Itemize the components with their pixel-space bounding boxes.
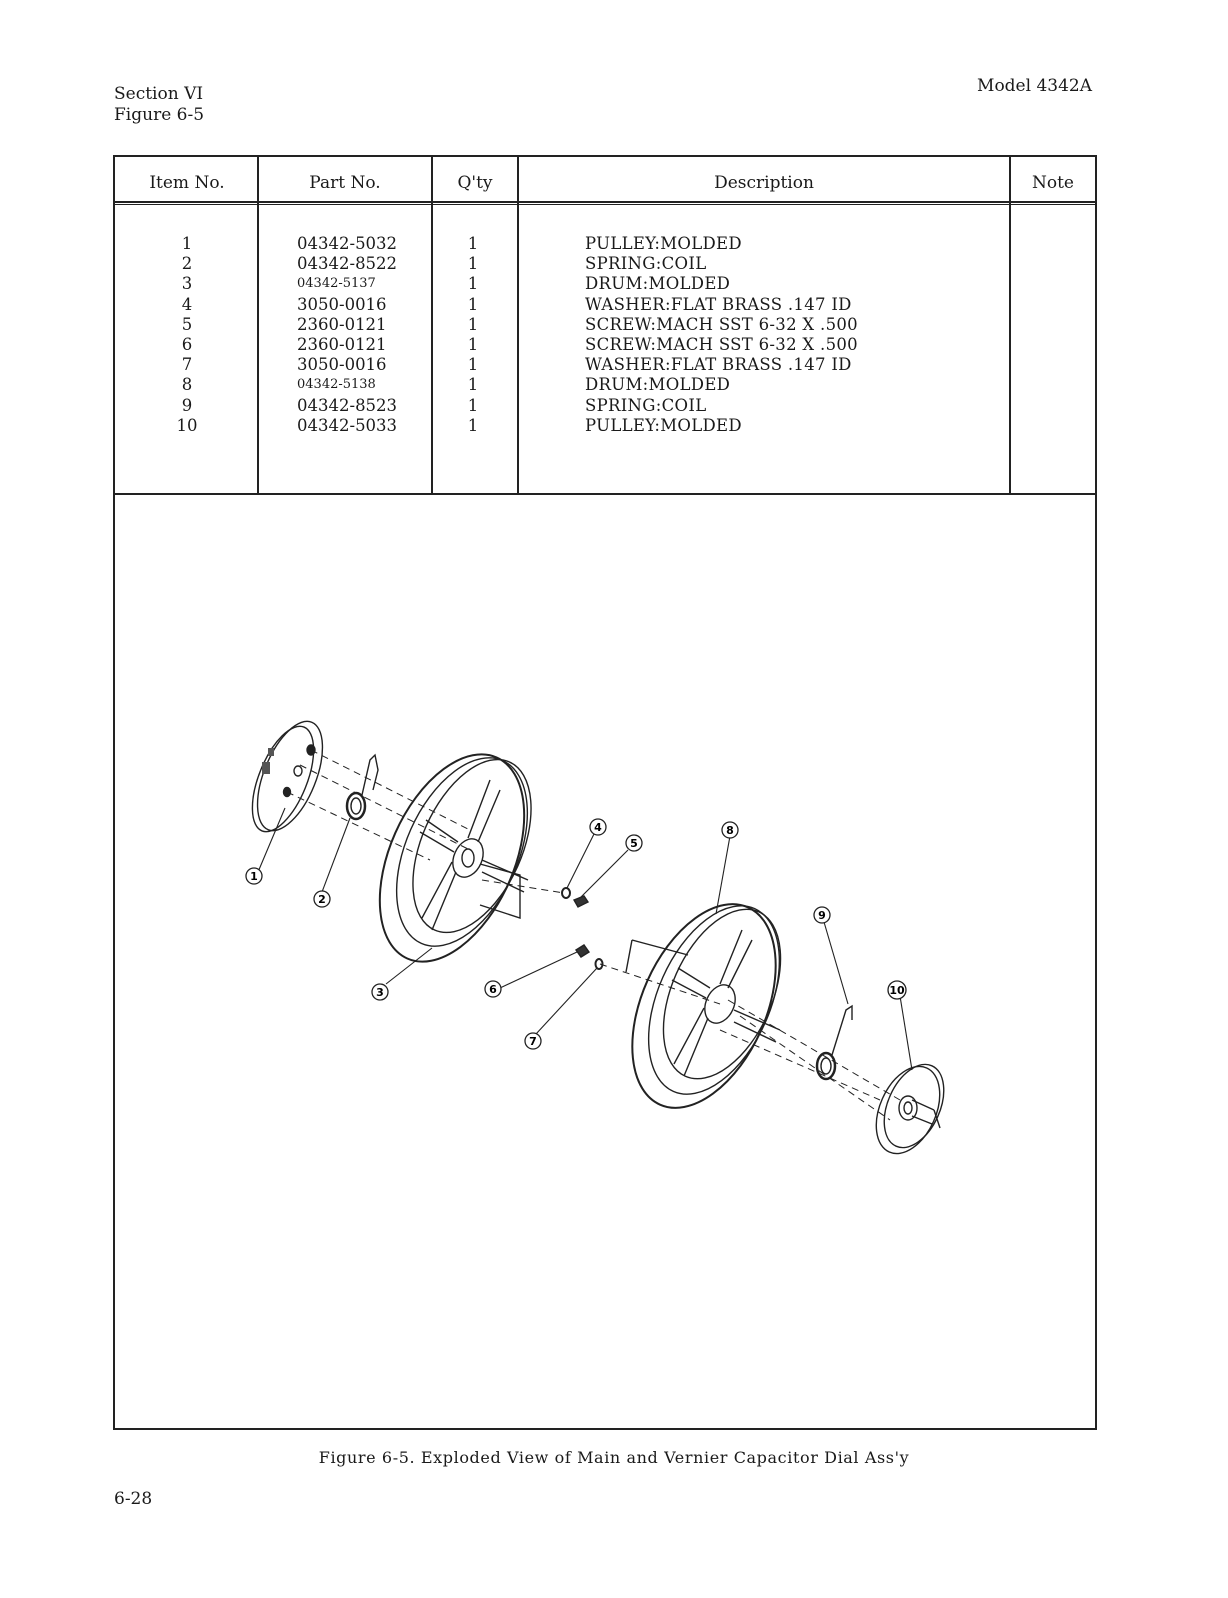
table-cell: 1 [467, 294, 479, 314]
table-cell: 04342-8522 [297, 254, 398, 274]
svg-text:8: 8 [726, 824, 734, 837]
callout-8 [722, 822, 738, 838]
table-cell: 1 [467, 395, 479, 415]
callout-1 [246, 868, 262, 884]
table-cell: 1 [467, 334, 479, 354]
callout-5 [626, 835, 642, 851]
table-cell: 1 [467, 234, 479, 253]
table-cell: 1 [181, 234, 193, 253]
callout-9 [814, 907, 830, 923]
svg-text:4: 4 [594, 821, 602, 834]
table-cell: 1 [467, 355, 479, 375]
section-label: Section VI [114, 84, 204, 104]
table-cell: 04342-5033 [297, 415, 398, 435]
figure-caption: Figure 6-5. Exploded View of Main and Vernier Capacitor Dial Ass'y [318, 1448, 910, 1467]
svg-text:1: 1 [250, 870, 258, 883]
table-cell: 1 [467, 375, 479, 395]
table-cell: 9 [181, 395, 193, 415]
col-header-qty: Q'ty [457, 173, 493, 193]
table-cell: 1 [467, 314, 479, 334]
table-cell: SCREW:MACH SST 6-32 X .500 [585, 334, 858, 354]
table-cell: 04342-5138 [297, 377, 376, 393]
table-cell: 3050-0016 [297, 294, 387, 314]
table-cell: WASHER:FLAT BRASS .147 ID [585, 294, 852, 314]
table-cell: WASHER:FLAT BRASS .147 ID [585, 355, 852, 375]
table-cell: SPRING:COIL [585, 254, 707, 274]
svg-text:10: 10 [889, 984, 905, 997]
table-cell: 1 [467, 274, 479, 294]
svg-text:7: 7 [529, 1035, 537, 1048]
svg-text:3: 3 [376, 986, 384, 999]
callout-10 [888, 981, 906, 999]
svg-text:6: 6 [489, 983, 497, 996]
callout-4 [590, 819, 606, 835]
svg-text:9: 9 [818, 909, 826, 922]
table-cell: 10 [176, 415, 198, 435]
table-cell: 1 [467, 415, 479, 435]
svg-text:2: 2 [318, 893, 326, 906]
table-cell: 04342-5137 [297, 276, 376, 292]
table-cell: PULLEY:MOLDED [585, 415, 742, 435]
callout-2 [314, 891, 330, 907]
col-header-note: Note [1031, 173, 1074, 193]
figure-label: Figure 6-5 [114, 105, 205, 125]
table-cell: 1 [467, 254, 479, 274]
col-header-description: Description [714, 173, 814, 193]
table-cell: SCREW:MACH SST 6-32 X .500 [585, 314, 858, 334]
callout-7 [525, 1033, 541, 1049]
callout-3 [372, 984, 388, 1000]
table-cell: DRUM:MOLDED [585, 375, 731, 395]
callout-6 [485, 981, 501, 997]
table-cell: 2360-0121 [297, 314, 387, 334]
svg-text:5: 5 [630, 837, 638, 850]
table-cell: 04342-8523 [297, 395, 398, 415]
table-cell: 3050-0016 [297, 355, 387, 375]
table-cell: 8 [181, 375, 193, 395]
table-cell: PULLEY:MOLDED [585, 234, 742, 253]
page-number: 6-28 [114, 1489, 153, 1509]
table-cell: 7 [181, 355, 193, 375]
table-cell: DRUM:MOLDED [585, 274, 731, 294]
table-cell: SPRING:COIL [585, 395, 707, 415]
table-cell: 2360-0121 [297, 334, 387, 354]
col-header-item: Item No. [149, 173, 225, 193]
col-header-part: Part No. [309, 173, 381, 193]
table-cell: 2 [181, 254, 193, 274]
table-cell: 04342-5032 [297, 234, 398, 253]
table-cell: 3 [181, 274, 193, 294]
table-cell: 6 [181, 334, 193, 354]
model-label: Model 4342A [977, 76, 1092, 96]
table-cell: 5 [181, 314, 193, 334]
table-cell: 4 [181, 294, 193, 314]
